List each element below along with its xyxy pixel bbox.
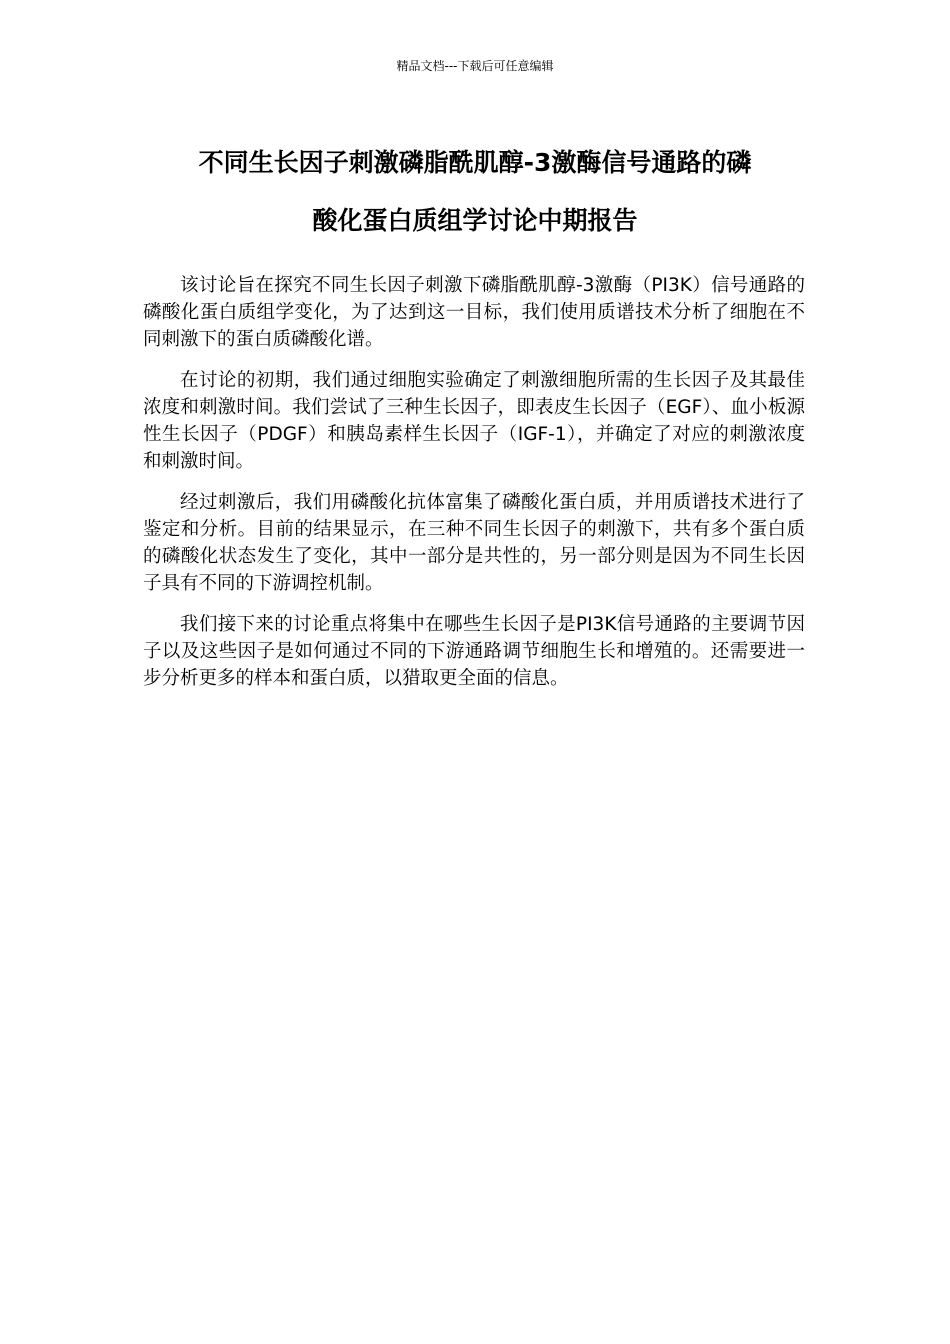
paragraph-next-steps: 我们接下来的讨论重点将集中在哪些生长因子是PI3K信号通路的主要调节因子以及这些因子是如何通过不同的下游通路调节细胞生长和增殖的。还需要进一步分析更多的样本和蛋白质，以猎取更全面的信息。 — [143, 614, 805, 689]
paragraph-early-stage: 在讨论的初期，我们通过细胞实验确定了刺激细胞所需的生长因子及其最佳浓度和刺激时间。我们尝试了三种生长因子，即表皮生长因子（EGF）、血小板源性生长因子（PDGF）和胰岛素样生长因子（IGF-1），并确定了对应的刺激浓度和刺激时间。 — [143, 370, 805, 472]
paragraph-results: 经过刺激后，我们用磷酸化抗体富集了磷酸化蛋白质，并用质谱技术进行了鉴定和分析。目前的结果显示，在三种不同生长因子的刺激下，共有多个蛋白质的磷酸化状态发生了变化，其中一部分是共性的，另一部分则是因为不同生长因子具有不同的下游调控机制。 — [143, 492, 805, 594]
document-body — [143, 272, 805, 706]
document-title-line-2: 酸化蛋白质组学讨论中期报告 — [312, 206, 638, 235]
paragraph-intro: 该讨论旨在探究不同生长因子刺激下磷脂酰肌醇-3激酶（PI3K）信号通路的磷酸化蛋白质组学变化，为了达到这一目标，我们使用质谱技术分析了细胞在不同刺激下的蛋白质磷酸化谱。 — [143, 275, 805, 350]
document-title — [145, 134, 805, 250]
page-header: 精品文档---下载后可任意编辑 — [396, 59, 554, 73]
document-title-line-1: 不同生长因子刺激磷脂酰肌醇-3激酶信号通路的磷 — [198, 148, 752, 177]
